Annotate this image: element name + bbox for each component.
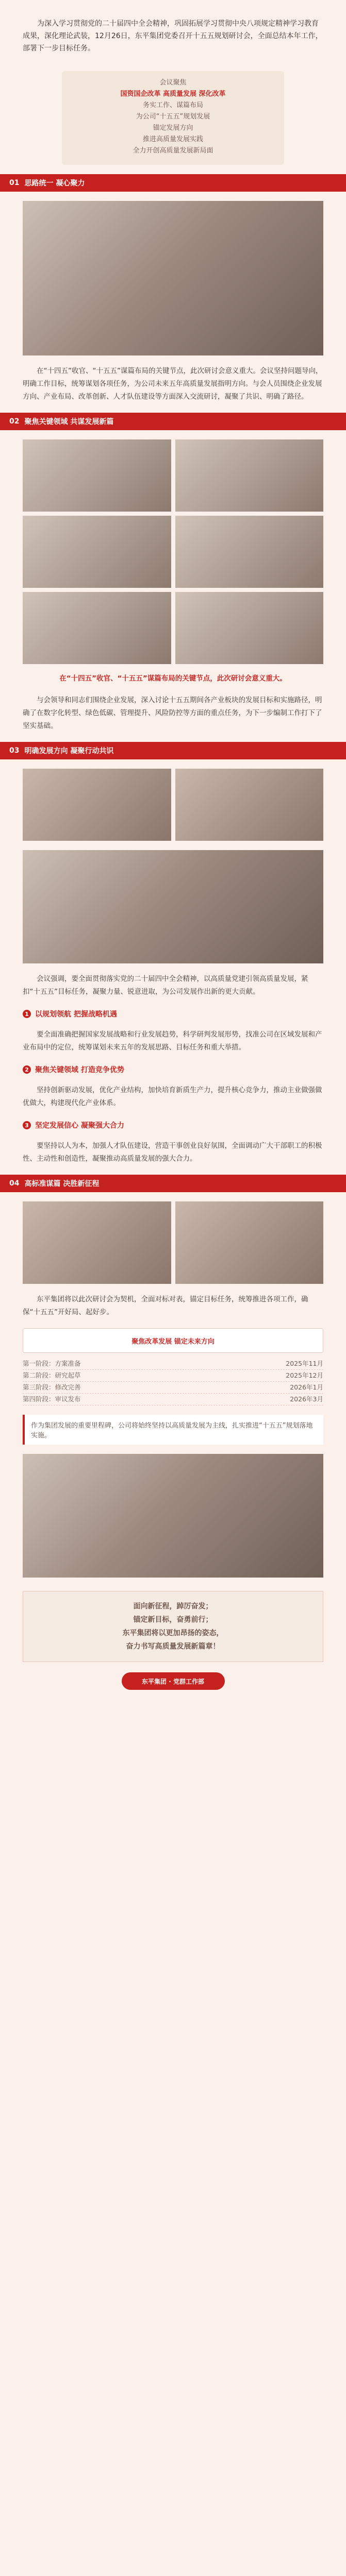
section-header-1: [0, 174, 346, 192]
section-title: 聚焦关键领域 共谋发展新篇: [24, 418, 114, 426]
section-2-paragraph: 与会领导和同志们围绕企业发展，深入讨论十五五期间各产业板块的发展目标和实施路径，明确了在数字化转型、绿色低碳、管理提升、风险防控等方面的重点任务，为下一步编制工作打下了坚实基础。: [23, 696, 322, 730]
meeting-photo: [23, 769, 171, 841]
list-item-date: 2026年1月: [290, 1383, 323, 1391]
point-title: [23, 1064, 323, 1075]
meeting-line: 国资国企改革 高质量发展 深化改革: [120, 90, 226, 98]
point-desc: 要全面准确把握国家发展战略和行业发展趋势，科学研判发展形势，找准公司在区域发展和产业布局中的定位，统筹谋划未来五年的发展思路、目标任务和重大举措。: [23, 1030, 322, 1052]
section-4-paragraph: 东平集团将以此次研讨会为契机，全面对标对表，锚定目标任务，统筹推进各项工作，确保“十五五”开好局、起好步。: [23, 1295, 308, 1316]
point-title: [23, 1120, 323, 1130]
meeting-line: 锚定发展方向: [153, 124, 193, 132]
speaker-photo: [175, 516, 324, 588]
photo-pair: [0, 759, 346, 841]
point-desc: 坚持创新驱动发展，优化产业结构，加快培育新质生产力，提升核心竞争力，推动主业做强做优做大，构建现代化产业体系。: [23, 1086, 322, 1107]
point-title-text: 坚定发展信心 凝聚强大合力: [35, 1122, 124, 1130]
point-title-text: 以规划领航 把握战略机遇: [35, 1010, 117, 1019]
quote-box: 作为集团发展的重要里程碑，公司将始终坚持以高质量发展为主线，扎实推进“十五五”规划落地实施。: [23, 1415, 323, 1445]
speaker-photo: [23, 516, 171, 588]
meeting-photo: [23, 1201, 171, 1284]
closing-line: 锚定新目标，奋勇前行；: [133, 1616, 213, 1624]
section-4-banner: 聚焦改革发展 锚定未来方向: [23, 1328, 323, 1353]
meeting-line: 全力开创高质量发展新局面: [133, 147, 213, 155]
meeting-photo: [23, 201, 323, 355]
section-header-4: [0, 1175, 346, 1192]
meeting-photo: [175, 769, 324, 841]
meeting-line: 推进高质量发展实践: [142, 135, 203, 143]
section-title: 高标准谋篇 决胜新征程: [24, 1180, 100, 1188]
meeting-photo: [23, 1454, 323, 1578]
list-item-label: 第一阶段：方案准备: [23, 1360, 81, 1367]
section-header-2: [0, 413, 346, 430]
meeting-summary-box: [62, 71, 284, 165]
point-desc: 要坚持以人为本，加强人才队伍建设，营造干事创业良好氛围，全面调动广大干部职工的积极性、主动性和创造性，凝聚推动高质量发展的强大合力。: [23, 1142, 322, 1163]
leader-photo: [23, 850, 323, 963]
section-2-center-text: 在“十四五”收官、“十五五”谋篇布局的关键节点，此次研讨会意义重大。: [59, 674, 287, 683]
section-title: 明确发展方向 凝聚行动共识: [24, 747, 114, 755]
speaker-photo: [175, 439, 324, 512]
speaker-photo: [23, 439, 171, 512]
list-item-label: 第四阶段：审议发布: [23, 1395, 81, 1403]
intro-paragraph: 为深入学习贯彻党的二十届四中全会精神，巩固拓展学习贯彻中央八项规定精神学习教育成果，深化理论武装，12月26日，东平集团党委召开十五五规划研讨会，全面总结本年工作，部署下一步目标任务。: [23, 20, 323, 53]
section-number: 04: [9, 1179, 20, 1188]
point-bullet-icon: 1: [23, 1010, 31, 1018]
closing-line: 奋力书写高质量发展新篇章！: [126, 1642, 220, 1651]
footer-badge: 东平集团 · 党群工作部: [122, 1672, 225, 1690]
list-item: [23, 1370, 323, 1382]
speaker-photo: [175, 592, 324, 664]
meeting-photo: [175, 1201, 324, 1284]
timeline-list: [0, 1353, 346, 1405]
list-item-date: 2026年3月: [290, 1395, 323, 1403]
list-item-label: 第三阶段：修改完善: [23, 1383, 81, 1391]
section-number: 03: [9, 747, 20, 755]
section-1-paragraph: 在“十四五”收官、“十五五”谋篇布局的关键节点，此次研讨会意义重大。会议坚持问题导向，明确工作目标，统筹谋划各项任务，为公司未来五年高质量发展指明方向。与会人员围绕企业发展方向、产业布局、改革创新、人才队伍建设等方面深入交流研讨，凝聚了共识、明确了路径。: [23, 367, 323, 401]
closing-line: 面向新征程，踔厉奋发；: [133, 1602, 213, 1611]
list-item-date: 2025年12月: [286, 1371, 323, 1379]
list-item: [23, 1394, 323, 1405]
point-bullet-icon: 2: [23, 1065, 31, 1074]
photo-pair: [0, 1192, 346, 1284]
list-item-date: 2025年11月: [286, 1360, 323, 1367]
photo-grid: [0, 430, 346, 664]
section-number: 01: [9, 179, 20, 187]
speaker-photo: [23, 592, 171, 664]
section-title: 思路统一 凝心聚力: [24, 179, 85, 188]
list-item-label: 第二阶段：研究起草: [23, 1371, 81, 1379]
point-title: [23, 1009, 323, 1019]
point-bullet-icon: 3: [23, 1121, 31, 1129]
meeting-line: 为公司“十五五”规划发展: [136, 113, 210, 121]
closing-note: [23, 1591, 323, 1662]
section-header-3: [0, 742, 346, 759]
meeting-line: 务实工作、谋篇布局: [142, 101, 203, 109]
point-title-text: 聚焦关键领域 打造竞争优势: [35, 1066, 124, 1074]
section-number: 02: [9, 417, 20, 426]
section-3-paragraph: 会议强调，要全面贯彻落实党的二十届四中全会精神，以高质量党建引领高质量发展，紧扣“十五五”目标任务，凝聚力量、锐意进取，为公司发展作出新的更大贡献。: [23, 975, 308, 996]
list-item: [23, 1382, 323, 1394]
list-item: [23, 1358, 323, 1370]
closing-line: 东平集团将以更加昂扬的姿态，: [122, 1629, 224, 1637]
meeting-line: 会议聚焦: [159, 79, 187, 87]
